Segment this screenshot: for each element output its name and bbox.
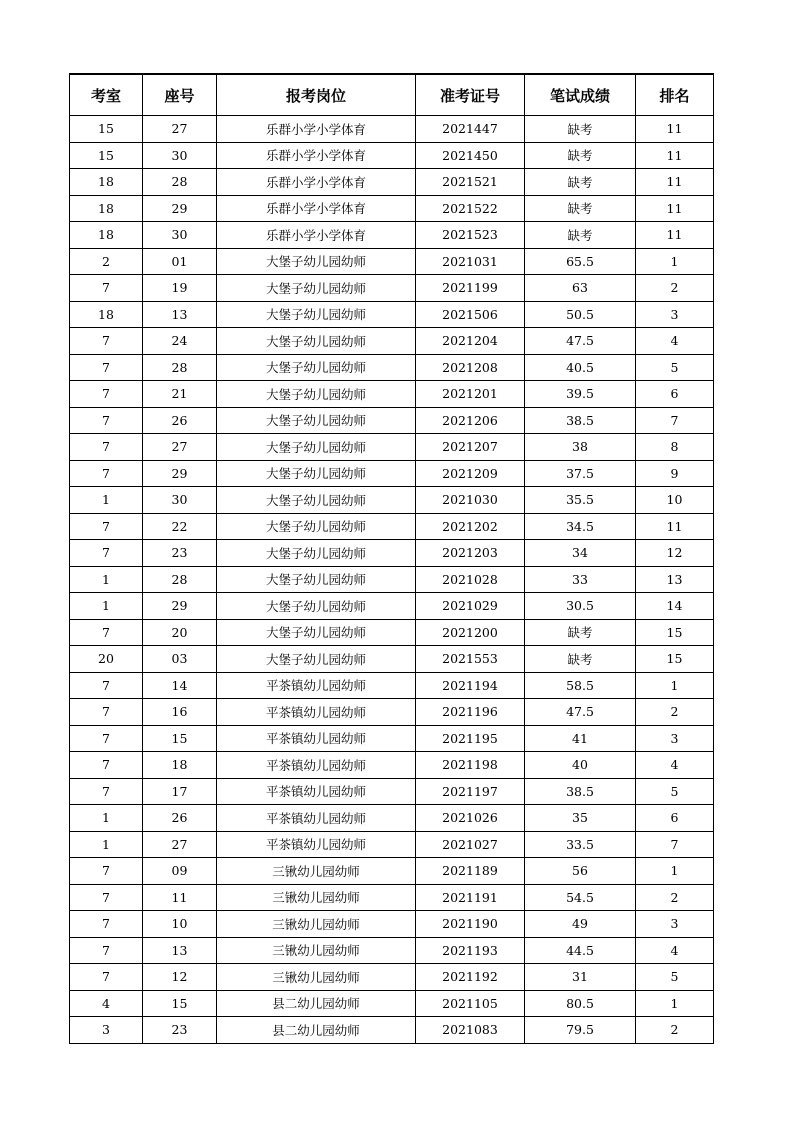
cell-rank: 9: [636, 460, 714, 487]
cell-seat-number: 29: [143, 460, 217, 487]
table-row: [70, 1017, 714, 1044]
table-row: [70, 937, 714, 964]
table-row: [70, 778, 714, 805]
cell-written-score: 缺考: [525, 116, 636, 143]
cell-seat-number: 10: [143, 911, 217, 938]
cell-position: 大堡子幼儿园幼师: [217, 487, 416, 514]
cell-admission-number: 2021209: [416, 460, 525, 487]
cell-admission-number: 2021206: [416, 407, 525, 434]
table-row: [70, 460, 714, 487]
cell-position: 大堡子幼儿园幼师: [217, 381, 416, 408]
cell-admission-number: 2021208: [416, 354, 525, 381]
cell-position: 大堡子幼儿园幼师: [217, 328, 416, 355]
cell-rank: 4: [636, 752, 714, 779]
table-row: [70, 195, 714, 222]
cell-seat-number: 26: [143, 407, 217, 434]
cell-rank: 1: [636, 672, 714, 699]
cell-position: 三锹幼儿园幼师: [217, 964, 416, 991]
cell-exam-room: 18: [70, 169, 143, 196]
table-row: [70, 513, 714, 540]
cell-exam-room: 7: [70, 434, 143, 461]
cell-rank: 11: [636, 222, 714, 249]
cell-admission-number: 2021027: [416, 831, 525, 858]
table-row: [70, 752, 714, 779]
cell-rank: 10: [636, 487, 714, 514]
cell-exam-room: 7: [70, 858, 143, 885]
cell-position: 大堡子幼儿园幼师: [217, 566, 416, 593]
table-body: [70, 116, 714, 1044]
cell-rank: 14: [636, 593, 714, 620]
cell-admission-number: 2021199: [416, 275, 525, 302]
cell-seat-number: 30: [143, 487, 217, 514]
cell-seat-number: 09: [143, 858, 217, 885]
cell-position: 平茶镇幼儿园幼师: [217, 831, 416, 858]
cell-seat-number: 13: [143, 301, 217, 328]
cell-seat-number: 15: [143, 725, 217, 752]
cell-position: 大堡子幼儿园幼师: [217, 460, 416, 487]
table-row: [70, 381, 714, 408]
table-row: [70, 805, 714, 832]
cell-written-score: 35.5: [525, 487, 636, 514]
cell-admission-number: 2021522: [416, 195, 525, 222]
cell-written-score: 34: [525, 540, 636, 567]
cell-seat-number: 11: [143, 884, 217, 911]
cell-seat-number: 28: [143, 169, 217, 196]
cell-admission-number: 2021030: [416, 487, 525, 514]
cell-written-score: 39.5: [525, 381, 636, 408]
table-row: [70, 911, 714, 938]
cell-seat-number: 24: [143, 328, 217, 355]
table-row: [70, 222, 714, 249]
table-row: [70, 884, 714, 911]
cell-written-score: 缺考: [525, 142, 636, 169]
header-admission-number: 准考证号: [416, 74, 525, 116]
cell-rank: 15: [636, 619, 714, 646]
cell-exam-room: 7: [70, 381, 143, 408]
cell-exam-room: 1: [70, 593, 143, 620]
cell-exam-room: 18: [70, 301, 143, 328]
cell-admission-number: 2021189: [416, 858, 525, 885]
cell-seat-number: 01: [143, 248, 217, 275]
cell-admission-number: 2021197: [416, 778, 525, 805]
cell-exam-room: 7: [70, 460, 143, 487]
table-row: [70, 964, 714, 991]
cell-exam-room: 1: [70, 805, 143, 832]
table-row: [70, 831, 714, 858]
table-row: [70, 275, 714, 302]
cell-written-score: 50.5: [525, 301, 636, 328]
table-row: [70, 116, 714, 143]
cell-rank: 2: [636, 275, 714, 302]
cell-position: 乐群小学小学体育: [217, 142, 416, 169]
cell-admission-number: 2021204: [416, 328, 525, 355]
cell-position: 县二幼儿园幼师: [217, 1017, 416, 1044]
cell-position: 平茶镇幼儿园幼师: [217, 805, 416, 832]
cell-exam-room: 7: [70, 964, 143, 991]
header-exam-room: 考室: [70, 74, 143, 116]
cell-rank: 1: [636, 990, 714, 1017]
cell-exam-room: 7: [70, 275, 143, 302]
cell-seat-number: 27: [143, 831, 217, 858]
cell-position: 大堡子幼儿园幼师: [217, 248, 416, 275]
cell-admission-number: 2021553: [416, 646, 525, 673]
cell-admission-number: 2021028: [416, 566, 525, 593]
cell-rank: 11: [636, 513, 714, 540]
cell-exam-room: 7: [70, 672, 143, 699]
cell-exam-room: 7: [70, 513, 143, 540]
cell-seat-number: 28: [143, 354, 217, 381]
cell-admission-number: 2021083: [416, 1017, 525, 1044]
cell-exam-room: 20: [70, 646, 143, 673]
cell-written-score: 79.5: [525, 1017, 636, 1044]
cell-written-score: 缺考: [525, 195, 636, 222]
table-row: [70, 619, 714, 646]
cell-position: 大堡子幼儿园幼师: [217, 275, 416, 302]
cell-exam-room: 7: [70, 699, 143, 726]
cell-rank: 2: [636, 1017, 714, 1044]
cell-admission-number: 2021450: [416, 142, 525, 169]
cell-exam-room: 18: [70, 195, 143, 222]
cell-rank: 11: [636, 195, 714, 222]
cell-seat-number: 28: [143, 566, 217, 593]
cell-rank: 6: [636, 805, 714, 832]
cell-rank: 1: [636, 248, 714, 275]
table-row: [70, 354, 714, 381]
cell-position: 大堡子幼儿园幼师: [217, 646, 416, 673]
cell-seat-number: 30: [143, 222, 217, 249]
cell-admission-number: 2021523: [416, 222, 525, 249]
cell-exam-room: 15: [70, 142, 143, 169]
table-row: [70, 248, 714, 275]
cell-admission-number: 2021506: [416, 301, 525, 328]
cell-position: 大堡子幼儿园幼师: [217, 619, 416, 646]
header-row: [70, 74, 714, 116]
cell-written-score: 33: [525, 566, 636, 593]
cell-rank: 3: [636, 911, 714, 938]
cell-seat-number: 13: [143, 937, 217, 964]
cell-position: 乐群小学小学体育: [217, 222, 416, 249]
cell-written-score: 缺考: [525, 222, 636, 249]
cell-exam-room: 1: [70, 831, 143, 858]
cell-admission-number: 2021192: [416, 964, 525, 991]
cell-position: 大堡子幼儿园幼师: [217, 407, 416, 434]
cell-exam-room: 1: [70, 487, 143, 514]
cell-position: 三锹幼儿园幼师: [217, 884, 416, 911]
header-rank: 排名: [636, 74, 714, 116]
cell-position: 乐群小学小学体育: [217, 169, 416, 196]
cell-rank: 4: [636, 328, 714, 355]
cell-exam-room: 7: [70, 884, 143, 911]
cell-admission-number: 2021202: [416, 513, 525, 540]
cell-rank: 13: [636, 566, 714, 593]
cell-written-score: 40: [525, 752, 636, 779]
cell-seat-number: 30: [143, 142, 217, 169]
cell-written-score: 63: [525, 275, 636, 302]
cell-rank: 11: [636, 116, 714, 143]
cell-seat-number: 15: [143, 990, 217, 1017]
cell-rank: 2: [636, 699, 714, 726]
table-row: [70, 328, 714, 355]
cell-written-score: 41: [525, 725, 636, 752]
cell-admission-number: 2021196: [416, 699, 525, 726]
cell-admission-number: 2021521: [416, 169, 525, 196]
cell-seat-number: 16: [143, 699, 217, 726]
table-row: [70, 672, 714, 699]
cell-written-score: 38: [525, 434, 636, 461]
cell-admission-number: 2021191: [416, 884, 525, 911]
cell-exam-room: 18: [70, 222, 143, 249]
cell-position: 平茶镇幼儿园幼师: [217, 725, 416, 752]
table-row: [70, 540, 714, 567]
cell-written-score: 缺考: [525, 619, 636, 646]
cell-seat-number: 29: [143, 593, 217, 620]
cell-rank: 8: [636, 434, 714, 461]
cell-position: 平茶镇幼儿园幼师: [217, 752, 416, 779]
cell-admission-number: 2021193: [416, 937, 525, 964]
cell-exam-room: 7: [70, 752, 143, 779]
cell-position: 大堡子幼儿园幼师: [217, 513, 416, 540]
cell-admission-number: 2021194: [416, 672, 525, 699]
cell-seat-number: 03: [143, 646, 217, 673]
cell-position: 三锹幼儿园幼师: [217, 937, 416, 964]
header-position: 报考岗位: [217, 74, 416, 116]
cell-rank: 11: [636, 142, 714, 169]
table-row: [70, 699, 714, 726]
cell-admission-number: 2021031: [416, 248, 525, 275]
cell-written-score: 40.5: [525, 354, 636, 381]
cell-written-score: 49: [525, 911, 636, 938]
cell-written-score: 56: [525, 858, 636, 885]
results-table: [69, 73, 714, 1044]
cell-position: 乐群小学小学体育: [217, 116, 416, 143]
cell-exam-room: 1: [70, 566, 143, 593]
table-row: [70, 407, 714, 434]
cell-written-score: 37.5: [525, 460, 636, 487]
table-row: [70, 858, 714, 885]
cell-position: 乐群小学小学体育: [217, 195, 416, 222]
cell-exam-room: 7: [70, 540, 143, 567]
cell-position: 平茶镇幼儿园幼师: [217, 778, 416, 805]
table-row: [70, 646, 714, 673]
table-row: [70, 566, 714, 593]
table-row: [70, 301, 714, 328]
cell-written-score: 35: [525, 805, 636, 832]
cell-written-score: 47.5: [525, 699, 636, 726]
cell-seat-number: 23: [143, 1017, 217, 1044]
cell-seat-number: 29: [143, 195, 217, 222]
cell-position: 三锹幼儿园幼师: [217, 858, 416, 885]
table-row: [70, 990, 714, 1017]
cell-position: 平茶镇幼儿园幼师: [217, 699, 416, 726]
table-row: [70, 169, 714, 196]
cell-position: 三锹幼儿园幼师: [217, 911, 416, 938]
cell-written-score: 缺考: [525, 169, 636, 196]
cell-admission-number: 2021447: [416, 116, 525, 143]
table-row: [70, 487, 714, 514]
cell-rank: 7: [636, 407, 714, 434]
cell-written-score: 38.5: [525, 407, 636, 434]
cell-seat-number: 18: [143, 752, 217, 779]
cell-seat-number: 27: [143, 116, 217, 143]
header-written-score: 笔试成绩: [525, 74, 636, 116]
cell-rank: 5: [636, 354, 714, 381]
cell-admission-number: 2021029: [416, 593, 525, 620]
cell-position: 大堡子幼儿园幼师: [217, 354, 416, 381]
cell-exam-room: 4: [70, 990, 143, 1017]
cell-seat-number: 12: [143, 964, 217, 991]
cell-rank: 2: [636, 884, 714, 911]
cell-seat-number: 21: [143, 381, 217, 408]
cell-seat-number: 26: [143, 805, 217, 832]
cell-rank: 3: [636, 301, 714, 328]
cell-seat-number: 23: [143, 540, 217, 567]
cell-written-score: 38.5: [525, 778, 636, 805]
cell-rank: 5: [636, 964, 714, 991]
cell-rank: 11: [636, 169, 714, 196]
cell-exam-room: 2: [70, 248, 143, 275]
header-seat-number: 座号: [143, 74, 217, 116]
cell-admission-number: 2021200: [416, 619, 525, 646]
cell-written-score: 44.5: [525, 937, 636, 964]
cell-seat-number: 22: [143, 513, 217, 540]
cell-admission-number: 2021026: [416, 805, 525, 832]
cell-exam-room: 7: [70, 778, 143, 805]
cell-written-score: 58.5: [525, 672, 636, 699]
cell-position: 大堡子幼儿园幼师: [217, 540, 416, 567]
cell-position: 大堡子幼儿园幼师: [217, 301, 416, 328]
cell-rank: 7: [636, 831, 714, 858]
cell-admission-number: 2021203: [416, 540, 525, 567]
table-row: [70, 593, 714, 620]
cell-written-score: 65.5: [525, 248, 636, 275]
cell-position: 大堡子幼儿园幼师: [217, 434, 416, 461]
cell-rank: 15: [636, 646, 714, 673]
cell-exam-room: 7: [70, 911, 143, 938]
cell-rank: 5: [636, 778, 714, 805]
cell-rank: 3: [636, 725, 714, 752]
cell-written-score: 31: [525, 964, 636, 991]
cell-admission-number: 2021198: [416, 752, 525, 779]
cell-rank: 12: [636, 540, 714, 567]
cell-rank: 1: [636, 858, 714, 885]
cell-position: 县二幼儿园幼师: [217, 990, 416, 1017]
cell-position: 平茶镇幼儿园幼师: [217, 672, 416, 699]
cell-exam-room: 7: [70, 354, 143, 381]
cell-exam-room: 7: [70, 407, 143, 434]
cell-admission-number: 2021201: [416, 381, 525, 408]
cell-written-score: 缺考: [525, 646, 636, 673]
cell-exam-room: 7: [70, 937, 143, 964]
cell-position: 大堡子幼儿园幼师: [217, 593, 416, 620]
cell-exam-room: 15: [70, 116, 143, 143]
cell-admission-number: 2021105: [416, 990, 525, 1017]
cell-rank: 4: [636, 937, 714, 964]
table-row: [70, 434, 714, 461]
cell-written-score: 47.5: [525, 328, 636, 355]
cell-exam-room: 7: [70, 619, 143, 646]
cell-exam-room: 7: [70, 328, 143, 355]
cell-seat-number: 17: [143, 778, 217, 805]
cell-written-score: 34.5: [525, 513, 636, 540]
cell-seat-number: 20: [143, 619, 217, 646]
table-row: [70, 725, 714, 752]
cell-exam-room: 7: [70, 725, 143, 752]
cell-admission-number: 2021207: [416, 434, 525, 461]
cell-seat-number: 27: [143, 434, 217, 461]
cell-exam-room: 3: [70, 1017, 143, 1044]
cell-seat-number: 19: [143, 275, 217, 302]
cell-written-score: 54.5: [525, 884, 636, 911]
cell-seat-number: 14: [143, 672, 217, 699]
cell-admission-number: 2021195: [416, 725, 525, 752]
cell-rank: 6: [636, 381, 714, 408]
cell-written-score: 33.5: [525, 831, 636, 858]
cell-admission-number: 2021190: [416, 911, 525, 938]
cell-written-score: 30.5: [525, 593, 636, 620]
cell-written-score: 80.5: [525, 990, 636, 1017]
table-row: [70, 142, 714, 169]
